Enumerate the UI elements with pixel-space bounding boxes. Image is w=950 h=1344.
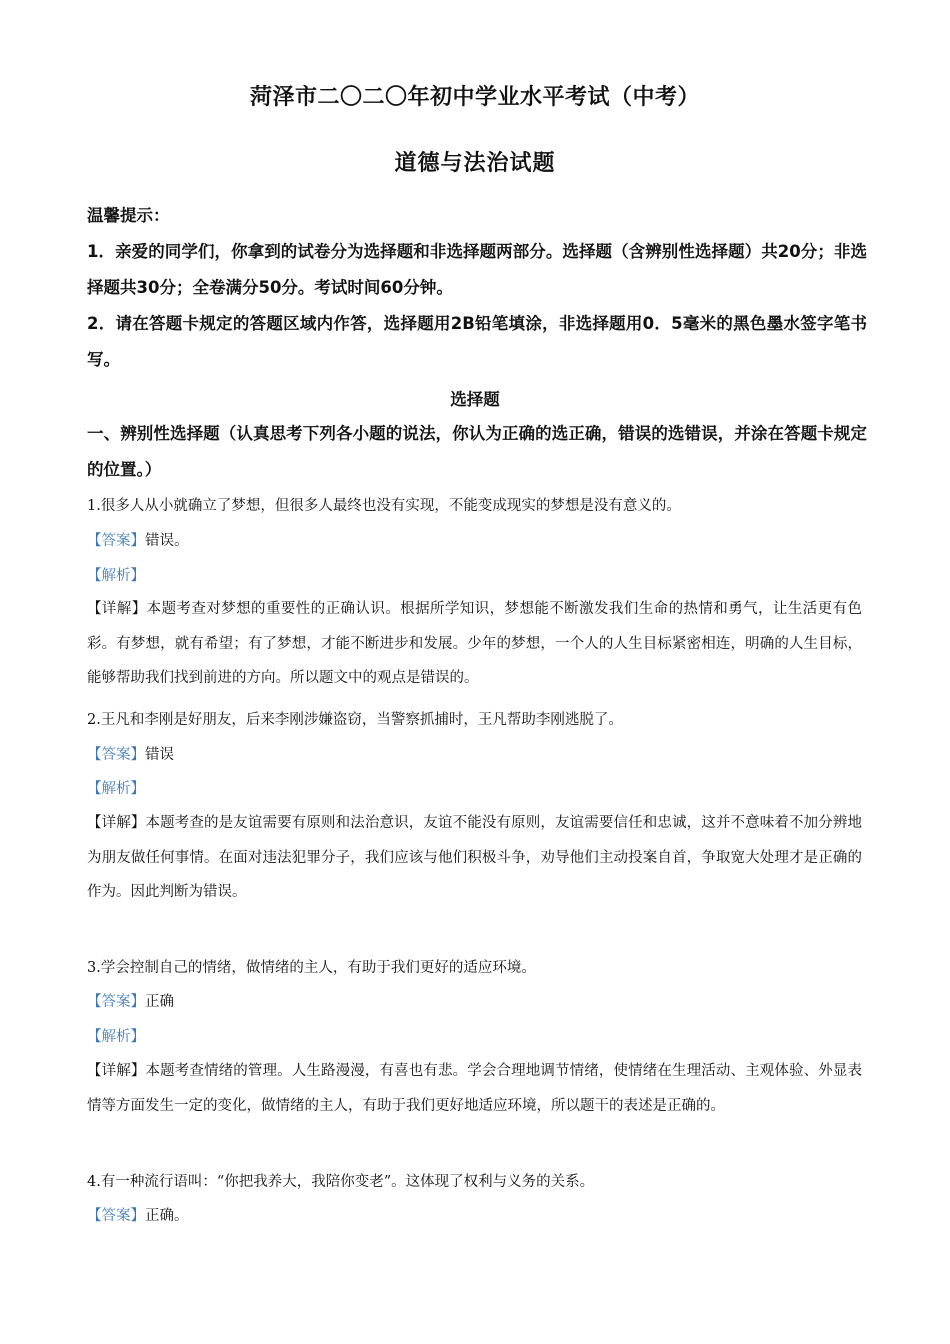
question-3-answer: [87, 985, 867, 1019]
question-2-detail: [87, 806, 862, 910]
answer-label: 【答案】: [87, 533, 145, 549]
question-3-stem: 3.学会控制自己的情绪，做情绪的主人，有助于我们更好的适应环境。: [87, 960, 536, 976]
question-2-answer: [87, 738, 867, 772]
detail-text: 本题考查情绪的管理。人生路漫漫，有喜也有悲。学会合理地调节情绪，使情绪在生理活动、主观体验、外显表情等方面发生一定的变化，做情绪的主人，有助于我们更好地适应环境，所以题干的表述是正确的。: [87, 1063, 862, 1114]
answer-label: 【答案】: [87, 994, 145, 1010]
question-4-stem: 4.有一种流行语叫：“你把我养大，我陪你变老”。这体现了权利与义务的关系。: [87, 1174, 595, 1190]
exam-title: 菏泽市二〇二〇年初中学业水平考试（中考）: [249, 85, 700, 110]
answer-label: 【答案】: [87, 747, 145, 763]
notice-item-2: 2．请在答题卡规定的答题区域内作答，选择题用2B铅笔填涂，非选择题用0．5毫米的黑色墨水签字笔书写。: [87, 314, 867, 369]
question-3-detail: [87, 1054, 862, 1123]
question-1-detail: [87, 592, 862, 696]
exam-subtitle: 道德与法治试题: [394, 151, 556, 176]
part1-heading: 一、辨别性选择题（认真思考下列各小题的说法，你认为正确的选正确，错误的选错误，并涂在答题卡规定的位置。）: [87, 424, 867, 479]
notice-heading: 温馨提示：: [87, 206, 170, 225]
detail-label: 【详解】: [87, 601, 147, 617]
question-1-answer: [87, 524, 867, 558]
detail-label: 【详解】: [87, 1063, 146, 1079]
answer-value: 正确: [145, 994, 174, 1010]
detail-text: 本题考查的是友谊需要有原则和法治意识，友谊不能没有原则，友谊需要信任和忠诚，这并不意味着不加分辨地为朋友做任何事情。在面对违法犯罪分子，我们应该与他们积极斗争，劝导他们主动投案自首，争取宽大处理才是正确的作为。因此判断为错误。: [87, 815, 862, 900]
answer-value: 错误: [145, 747, 174, 763]
answer-value: 错误。: [145, 533, 189, 549]
detail-label: 【详解】: [87, 815, 146, 831]
detail-text: 本题考查对梦想的重要性的正确认识。根据所学知识，梦想能不断激发我们生命的热情和勇气，让生活更有色彩。有梦想，就有希望；有了梦想，才能不断进步和发展。少年的梦想，一个人的人生目标紧密相连，明确的人生目标，能够帮助我们找到前进的方向。所以题文中的观点是错误的。: [87, 601, 863, 686]
question-2-analysis-label: 【解析】: [87, 781, 145, 797]
notice-item-1: 1．亲爱的同学们，你拿到的试卷分为选择题和非选择题两部分。选择题（含辨别性选择题）共20分；非选择题共30分；全卷满分50分。考试时间60分钟。: [87, 242, 867, 297]
section-title: 选择题: [450, 390, 500, 409]
question-4-answer: [87, 1199, 867, 1233]
question-2-stem: 2.王凡和李刚是好朋友，后来李刚涉嫌盗窃，当警察抓捕时，王凡帮助李刚逃脱了。: [87, 712, 623, 728]
question-3-analysis-label: 【解析】: [87, 1029, 145, 1045]
answer-label: 【答案】: [87, 1208, 145, 1224]
question-1-stem: 1.很多人从小就确立了梦想，但很多人最终也没有实现，不能变成现实的梦想是没有意义的。: [87, 498, 681, 514]
question-1-analysis-label: 【解析】: [87, 568, 145, 584]
answer-value: 正确。: [145, 1208, 189, 1224]
